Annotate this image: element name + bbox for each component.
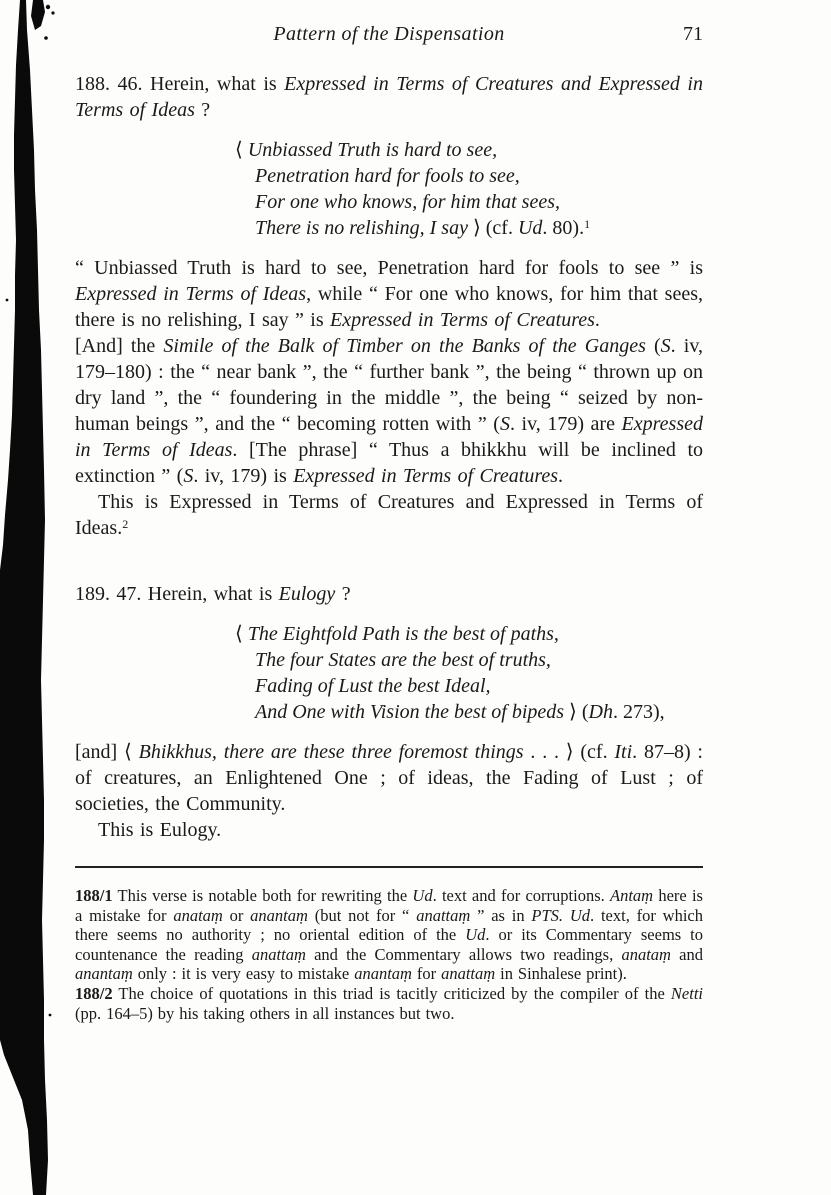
verse-quote-ud-80 bbox=[235, 137, 703, 241]
gutter-speck bbox=[4, 590, 8, 594]
footnote-separator-rule bbox=[75, 866, 703, 868]
scan-gutter-shadow bbox=[0, 0, 70, 1195]
gutter-speck bbox=[44, 36, 48, 40]
footnote-188-1: 188/1 This verse is notable both for rewriting the Ud. text and for corruptions. Antaṃ here is a mistake for anataṃ or anantaṃ (but not for “ anattaṃ ” as in PTS. Ud. text, for which there seems no authority ; no oriental edition of the Ud. or its Commentary seems to countenance the reading anattaṃ and the Commentary allows two readings, anataṃ and anantaṃ only : it is very easy to mistake anantaṃ for anattaṃ in Sinhalese print). bbox=[75, 886, 704, 984]
verse-line: There is no relishing, I say ⟩ (cf. Ud. 80).$^1$ bbox=[255, 217, 591, 239]
page-number: 71 bbox=[683, 23, 703, 45]
verse-line: Fading of Lust the best Ideal, bbox=[255, 675, 491, 697]
paragraph-unbiassed-quote: “ Unbiassed Truth is hard to see, Penetration hard for fools to see ” is Expressed in Terms of Ideas, while “ For one who knows, for him that sees, there is no relishing, I say ” is Expressed in Terms of Creatures. bbox=[75, 257, 703, 331]
paragraph-188-46: 188. 46. Herein, what is Expressed in Terms of Creatures and Expressed in Terms of Ideas ? bbox=[75, 73, 703, 121]
verse-line: Penetration hard for fools to see, bbox=[255, 165, 520, 187]
gutter-speck-top bbox=[31, 0, 45, 30]
verse-line: The four States are the best of truths, bbox=[255, 649, 551, 671]
verse-line: And One with Vision the best of bipeds ⟩ (Dh. 273), bbox=[255, 701, 665, 723]
gutter-shadow-shape bbox=[0, 0, 48, 1195]
running-title: Pattern of the Dispensation bbox=[273, 23, 505, 45]
page-body bbox=[75, 71, 703, 1023]
footnotes-section bbox=[75, 886, 703, 1023]
verse-line: ⟨ Unbiassed Truth is hard to see, bbox=[235, 139, 498, 161]
footnote-188-2: 188/2 The choice of quotations in this triad is tacitly criticized by the compiler of the Netti (pp. 164–5) by his taking others in all instances but two. bbox=[75, 983, 703, 1023]
gutter-speck bbox=[46, 5, 50, 9]
paragraph-simile-balk-of-timber: [And] the Simile of the Balk of Timber on the Banks of the Ganges (S. iv, 179–180) : the “ near bank ”, the “ further bank ”, the being “ thrown up on dry land ”, the “ foundering in the middle ”, the being “ seized by non-human beings ”, and the “ becoming rotten with ” (S. iv, 179) are Expressed in Terms of Ideas. [The phrase] “ Thus a bhikkhu will be inclined to extinction ” (S. iv, 179) is Expressed in Terms of Creatures. bbox=[75, 335, 704, 487]
paragraph-this-is-eulogy: This is Eulogy. bbox=[98, 819, 222, 841]
gutter-speck bbox=[51, 11, 54, 14]
verse-line: For one who knows, for him that sees, bbox=[255, 191, 560, 213]
gutter-speck bbox=[6, 299, 9, 302]
verse-line: ⟨ The Eightfold Path is the best of paths, bbox=[235, 623, 559, 645]
page-header bbox=[75, 21, 703, 49]
paragraph-189-47: 189. 47. Herein, what is Eulogy ? bbox=[75, 583, 351, 605]
paragraph-bhikkhus-foremost: [and] ⟨ Bhikkhus, there are these three foremost things . . . ⟩ (cf. Iti. 87–8) : of creatures, an Enlightened One ; of ideas, the Fading of Lust ; of societies, the Community. bbox=[75, 741, 703, 815]
gutter-speck bbox=[49, 1014, 52, 1017]
paragraph-this-is-expressed: This is Expressed in Terms of Creatures and Expressed in Terms of Ideas.$^2$ bbox=[75, 491, 703, 539]
verse-quote-dh-273 bbox=[235, 621, 703, 725]
